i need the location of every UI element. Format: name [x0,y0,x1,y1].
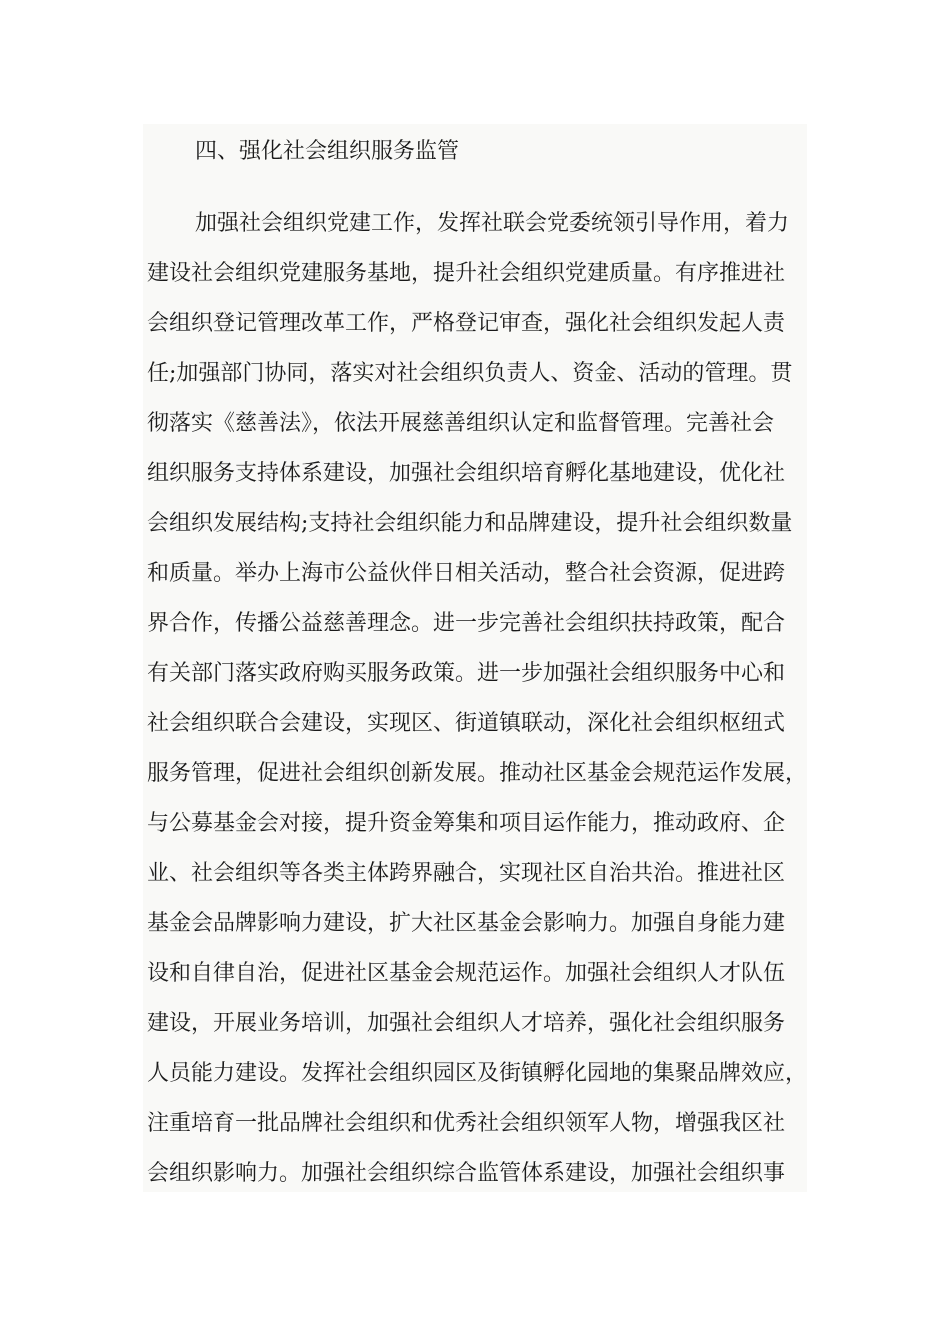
paragraph-line: 建设，开展业务培训，加强社会组织人才培养，强化社会组织服务 [147,1011,786,1036]
paragraph-line: 业、社会组织等各类主体跨界融合，实现社区自治共治。推进社区 [147,861,786,886]
paragraph-line: 设和自律自治，促进社区基金会规范运作。加强社会组织人才队伍 [147,961,786,986]
section-heading: 四、强化社会组织服务监管 [195,139,460,164]
paragraph-line: 会组织影响力。加强社会组织综合监管体系建设，加强社会组织事 [147,1161,786,1186]
paragraph-line: 人员能力建设。发挥社会组织园区及街镇孵化园地的集聚品牌效应， [147,1061,808,1086]
paragraph-line: 会组织登记管理改革工作，严格登记审查，强化社会组织发起人责 [147,311,786,336]
paragraph-line: 社会组织联合会建设，实现区、街道镇联动，深化社会组织枢纽式 [147,711,786,736]
paragraph-line: 基金会品牌影响力建设，扩大社区基金会影响力。加强自身能力建 [147,911,786,936]
paragraph-line: 注重培育一批品牌社会组织和优秀社会组织领军人物，增强我区社 [147,1111,786,1136]
paragraph-line: 有关部门落实政府购买服务政策。进一步加强社会组织服务中心和 [147,661,786,686]
paragraph-line: 界合作，传播公益慈善理念。进一步完善社会组织扶持政策，配合 [147,611,786,636]
paragraph-line: 与公募基金会对接，提升资金筹集和项目运作能力，推动政府、企 [147,811,786,836]
paragraph-line: 建设社会组织党建服务基地，提升社会组织党建质量。有序推进社 [147,261,786,286]
paragraph-line: 任;加强部门协同，落实对社会组织负责人、资金、活动的管理。贯 [147,361,793,386]
text-block [143,124,807,1192]
paragraph-line: 组织服务支持体系建设，加强社会组织培育孵化基地建设，优化社 [147,461,786,486]
paragraph-line: 服务管理，促进社会组织创新发展。推动社区基金会规范运作发展， [147,761,808,786]
paragraph-line: 和质量。举办上海市公益伙伴日相关活动，整合社会资源，促进跨 [147,561,786,586]
paragraph-line: 加强社会组织党建工作，发挥社联会党委统领引导作用，着力 [195,211,790,236]
paragraph-line: 会组织发展结构;支持社会组织能力和品牌建设，提升社会组织数量 [147,511,793,536]
paragraph-line: 彻落实《慈善法》，依法开展慈善组织认定和监督管理。完善社会 [147,411,775,436]
